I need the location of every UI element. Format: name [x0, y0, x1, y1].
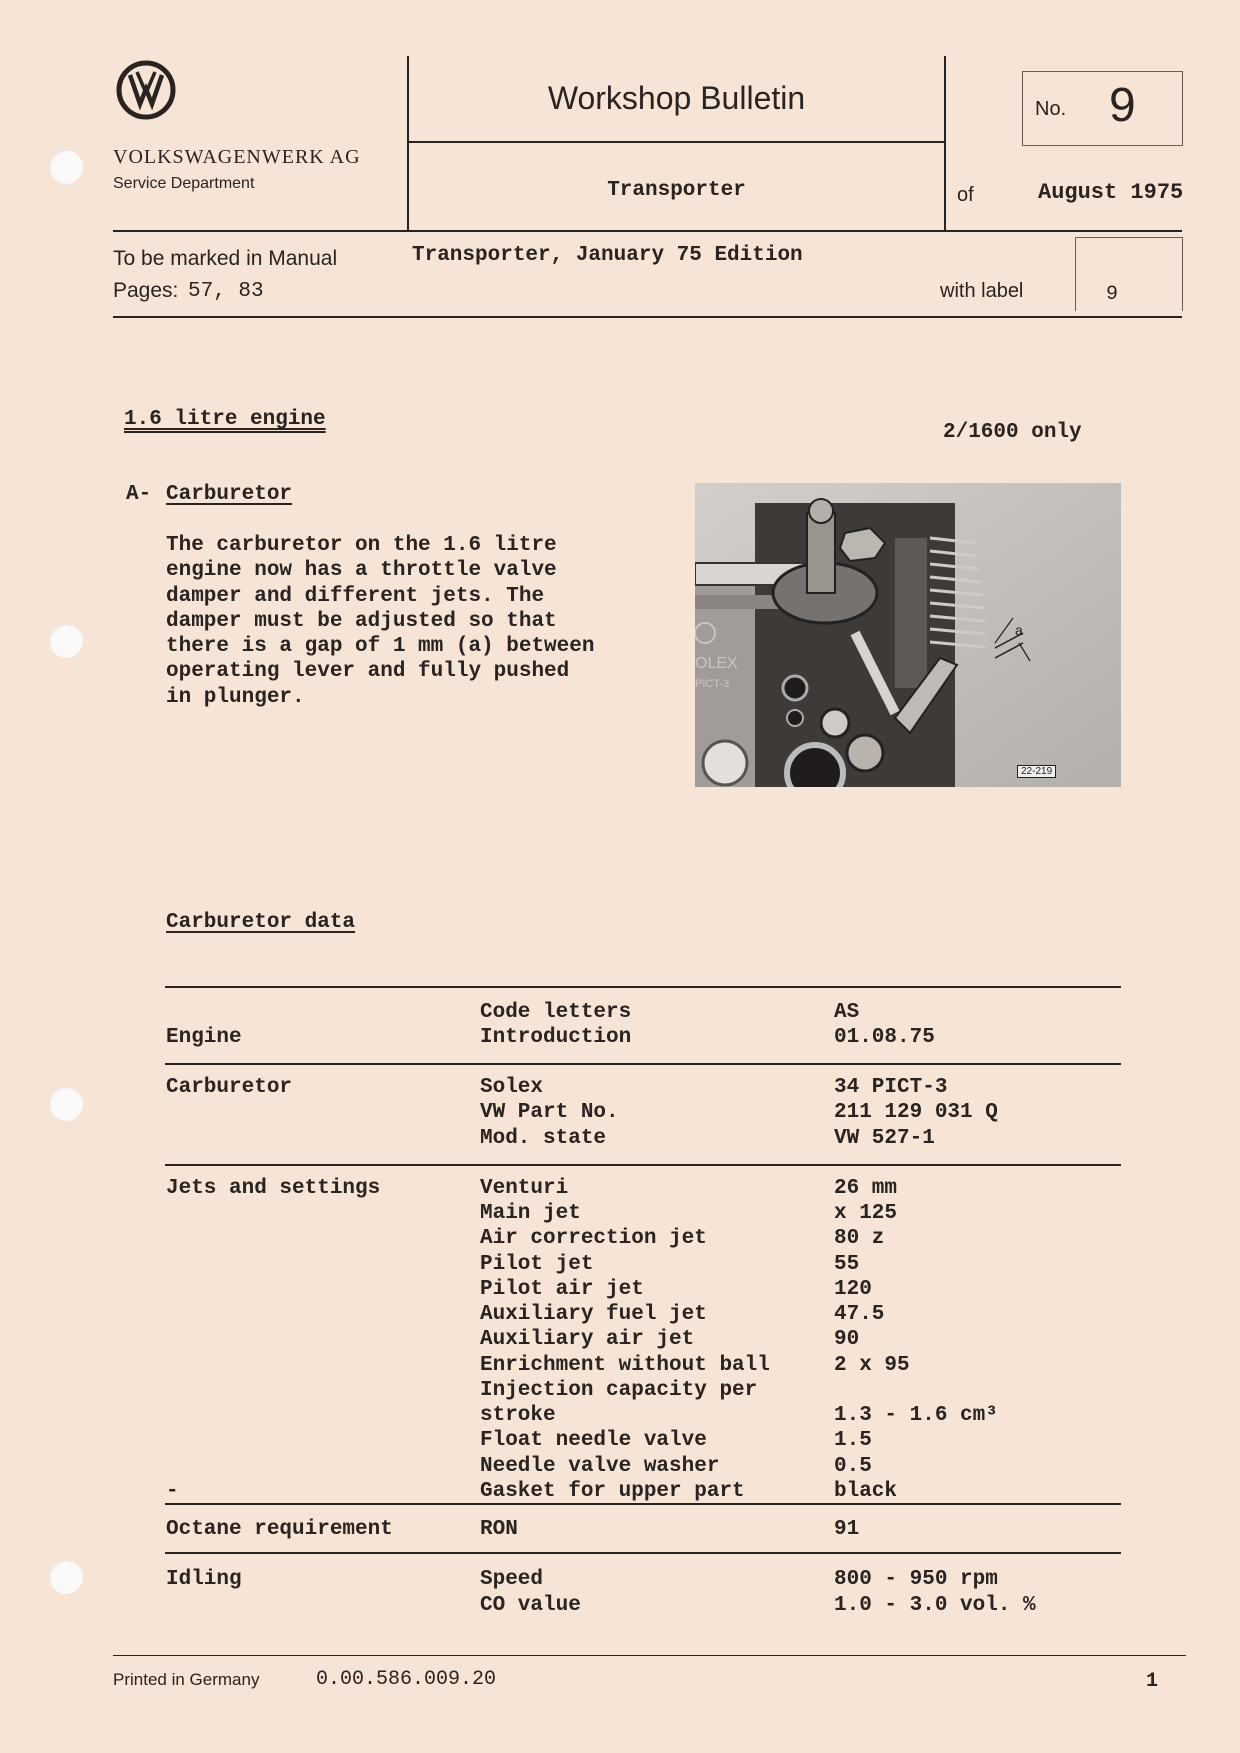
value-cell: 80 z: [834, 1227, 885, 1250]
value-cell: 800 - 950 rpm: [834, 1568, 998, 1591]
param-cell: Float needle valve: [480, 1429, 707, 1452]
param-cell: Pilot jet: [480, 1253, 594, 1276]
body-line: there is a gap of 1 mm (a) between: [166, 635, 595, 659]
value-cell: 1.3 - 1.6 cm³: [834, 1404, 998, 1427]
value-cell: 1.0 - 3.0 vol. %: [834, 1594, 1036, 1617]
bulletin-date: August 1975: [1038, 180, 1184, 205]
table-rule: [165, 1164, 1121, 1166]
divider: [408, 141, 945, 143]
company-name: VOLKSWAGENWERK AG: [113, 146, 361, 168]
param-cell: Code letters: [480, 1001, 632, 1024]
value-cell: 47.5: [834, 1303, 885, 1326]
subsection-prefix: A-: [126, 483, 152, 506]
section-title: 1.6 litre engine: [124, 408, 326, 431]
label-text: with label: [940, 280, 1024, 302]
section-scope: 2/1600 only: [943, 421, 1082, 444]
body-line: operating lever and fully pushed: [166, 660, 570, 684]
param-cell: Pilot air jet: [480, 1278, 644, 1301]
param-cell: CO value: [480, 1594, 581, 1617]
vw-logo-icon: [116, 60, 176, 120]
punch-hole: [49, 150, 83, 184]
model-text: PICT-3: [695, 678, 730, 690]
body-line: The carburetor on the 1.6 litre: [166, 534, 557, 557]
group-label: Idling: [166, 1568, 242, 1591]
param-cell: Speed: [480, 1568, 544, 1591]
param-cell: Enrichment without ball: [480, 1354, 770, 1377]
pages-label: Pages:: [113, 279, 179, 302]
value-cell: 90: [834, 1328, 860, 1351]
param-cell: Venturi: [480, 1177, 569, 1200]
body-line: in plunger.: [166, 685, 305, 709]
group-label: Octane requirement: [166, 1518, 393, 1541]
value-cell: VW 527-1: [834, 1127, 935, 1150]
page-number: 1: [1146, 1670, 1159, 1693]
number-label: No.: [1035, 98, 1067, 120]
row-dash: -: [166, 1480, 179, 1503]
label-number: 9: [1106, 283, 1119, 306]
group-label: Carburetor: [166, 1076, 293, 1099]
brand-text: OLEX: [695, 655, 738, 672]
value-cell: x 125: [834, 1202, 898, 1225]
param-cell: Gasket for upper part: [480, 1480, 745, 1503]
table-rule: [165, 1503, 1121, 1505]
param-cell: Solex: [480, 1076, 544, 1099]
carburetor-illustration: [695, 483, 1121, 787]
param-cell: Injection capacity per: [480, 1379, 758, 1402]
bulletin-title: Workshop Bulletin: [547, 80, 806, 116]
footer-rule: [113, 1655, 1186, 1656]
body-line: damper and different jets. The: [166, 584, 545, 608]
param-cell: Introduction: [480, 1026, 632, 1049]
printed-in: Printed in Germany: [113, 1670, 260, 1689]
label-box: [1075, 237, 1183, 311]
divider: [113, 316, 1182, 318]
value-cell: 91: [834, 1518, 860, 1541]
value-cell: 211 129 031 Q: [834, 1101, 998, 1124]
value-cell: 26 mm: [834, 1177, 898, 1200]
gap-label: a: [1015, 622, 1023, 638]
value-cell: black: [834, 1480, 898, 1503]
manual-name: Transporter, January 75 Edition: [412, 244, 803, 267]
section-body: [166, 533, 594, 710]
table-rule: [165, 1063, 1121, 1065]
of-label: of: [957, 184, 974, 206]
punch-hole: [49, 1087, 83, 1121]
param-cell: Needle valve washer: [480, 1455, 720, 1478]
subject: Transporter: [607, 179, 746, 202]
param-cell: VW Part No.: [480, 1101, 619, 1124]
bulletin-number: 9: [1109, 79, 1136, 132]
value-cell: 2 x 95: [834, 1354, 910, 1377]
body-line: damper must be adjusted so that: [166, 609, 557, 633]
value-cell: AS: [834, 1001, 860, 1024]
divider: [113, 230, 1182, 232]
carburetor-photo: [695, 483, 1121, 787]
value-cell: 34 PICT-3: [834, 1076, 948, 1099]
punch-hole: [49, 1560, 83, 1594]
document-code: 0.00.586.009.20: [316, 1668, 497, 1691]
department-name: Service Department: [113, 175, 255, 192]
value-cell: 01.08.75: [834, 1026, 935, 1049]
group-label: Jets and settings: [166, 1177, 381, 1200]
punch-hole: [49, 624, 83, 658]
value-cell: 0.5: [834, 1455, 872, 1478]
pages-value: 57, 83: [188, 280, 264, 303]
param-cell: Auxiliary air jet: [480, 1328, 695, 1351]
figure-reference: 22-219: [1017, 765, 1056, 778]
param-cell: stroke: [480, 1404, 556, 1427]
value-cell: 55: [834, 1253, 860, 1276]
body-line: engine now has a throttle valve: [166, 559, 557, 583]
subsection-title: Carburetor: [166, 483, 293, 506]
param-cell: Auxiliary fuel jet: [480, 1303, 707, 1326]
table-rule: [165, 986, 1121, 988]
table-title: Carburetor data: [166, 911, 356, 934]
param-cell: Main jet: [480, 1202, 581, 1225]
param-cell: Mod. state: [480, 1127, 607, 1150]
value-cell: 1.5: [834, 1429, 872, 1452]
group-label: Engine: [166, 1026, 242, 1049]
param-cell: RON: [480, 1518, 518, 1541]
table-rule: [165, 1552, 1121, 1554]
param-cell: Air correction jet: [480, 1227, 707, 1250]
manual-instruction: To be marked in Manual: [113, 247, 338, 270]
value-cell: 120: [834, 1278, 872, 1301]
bulletin-number-box: [1022, 71, 1183, 146]
